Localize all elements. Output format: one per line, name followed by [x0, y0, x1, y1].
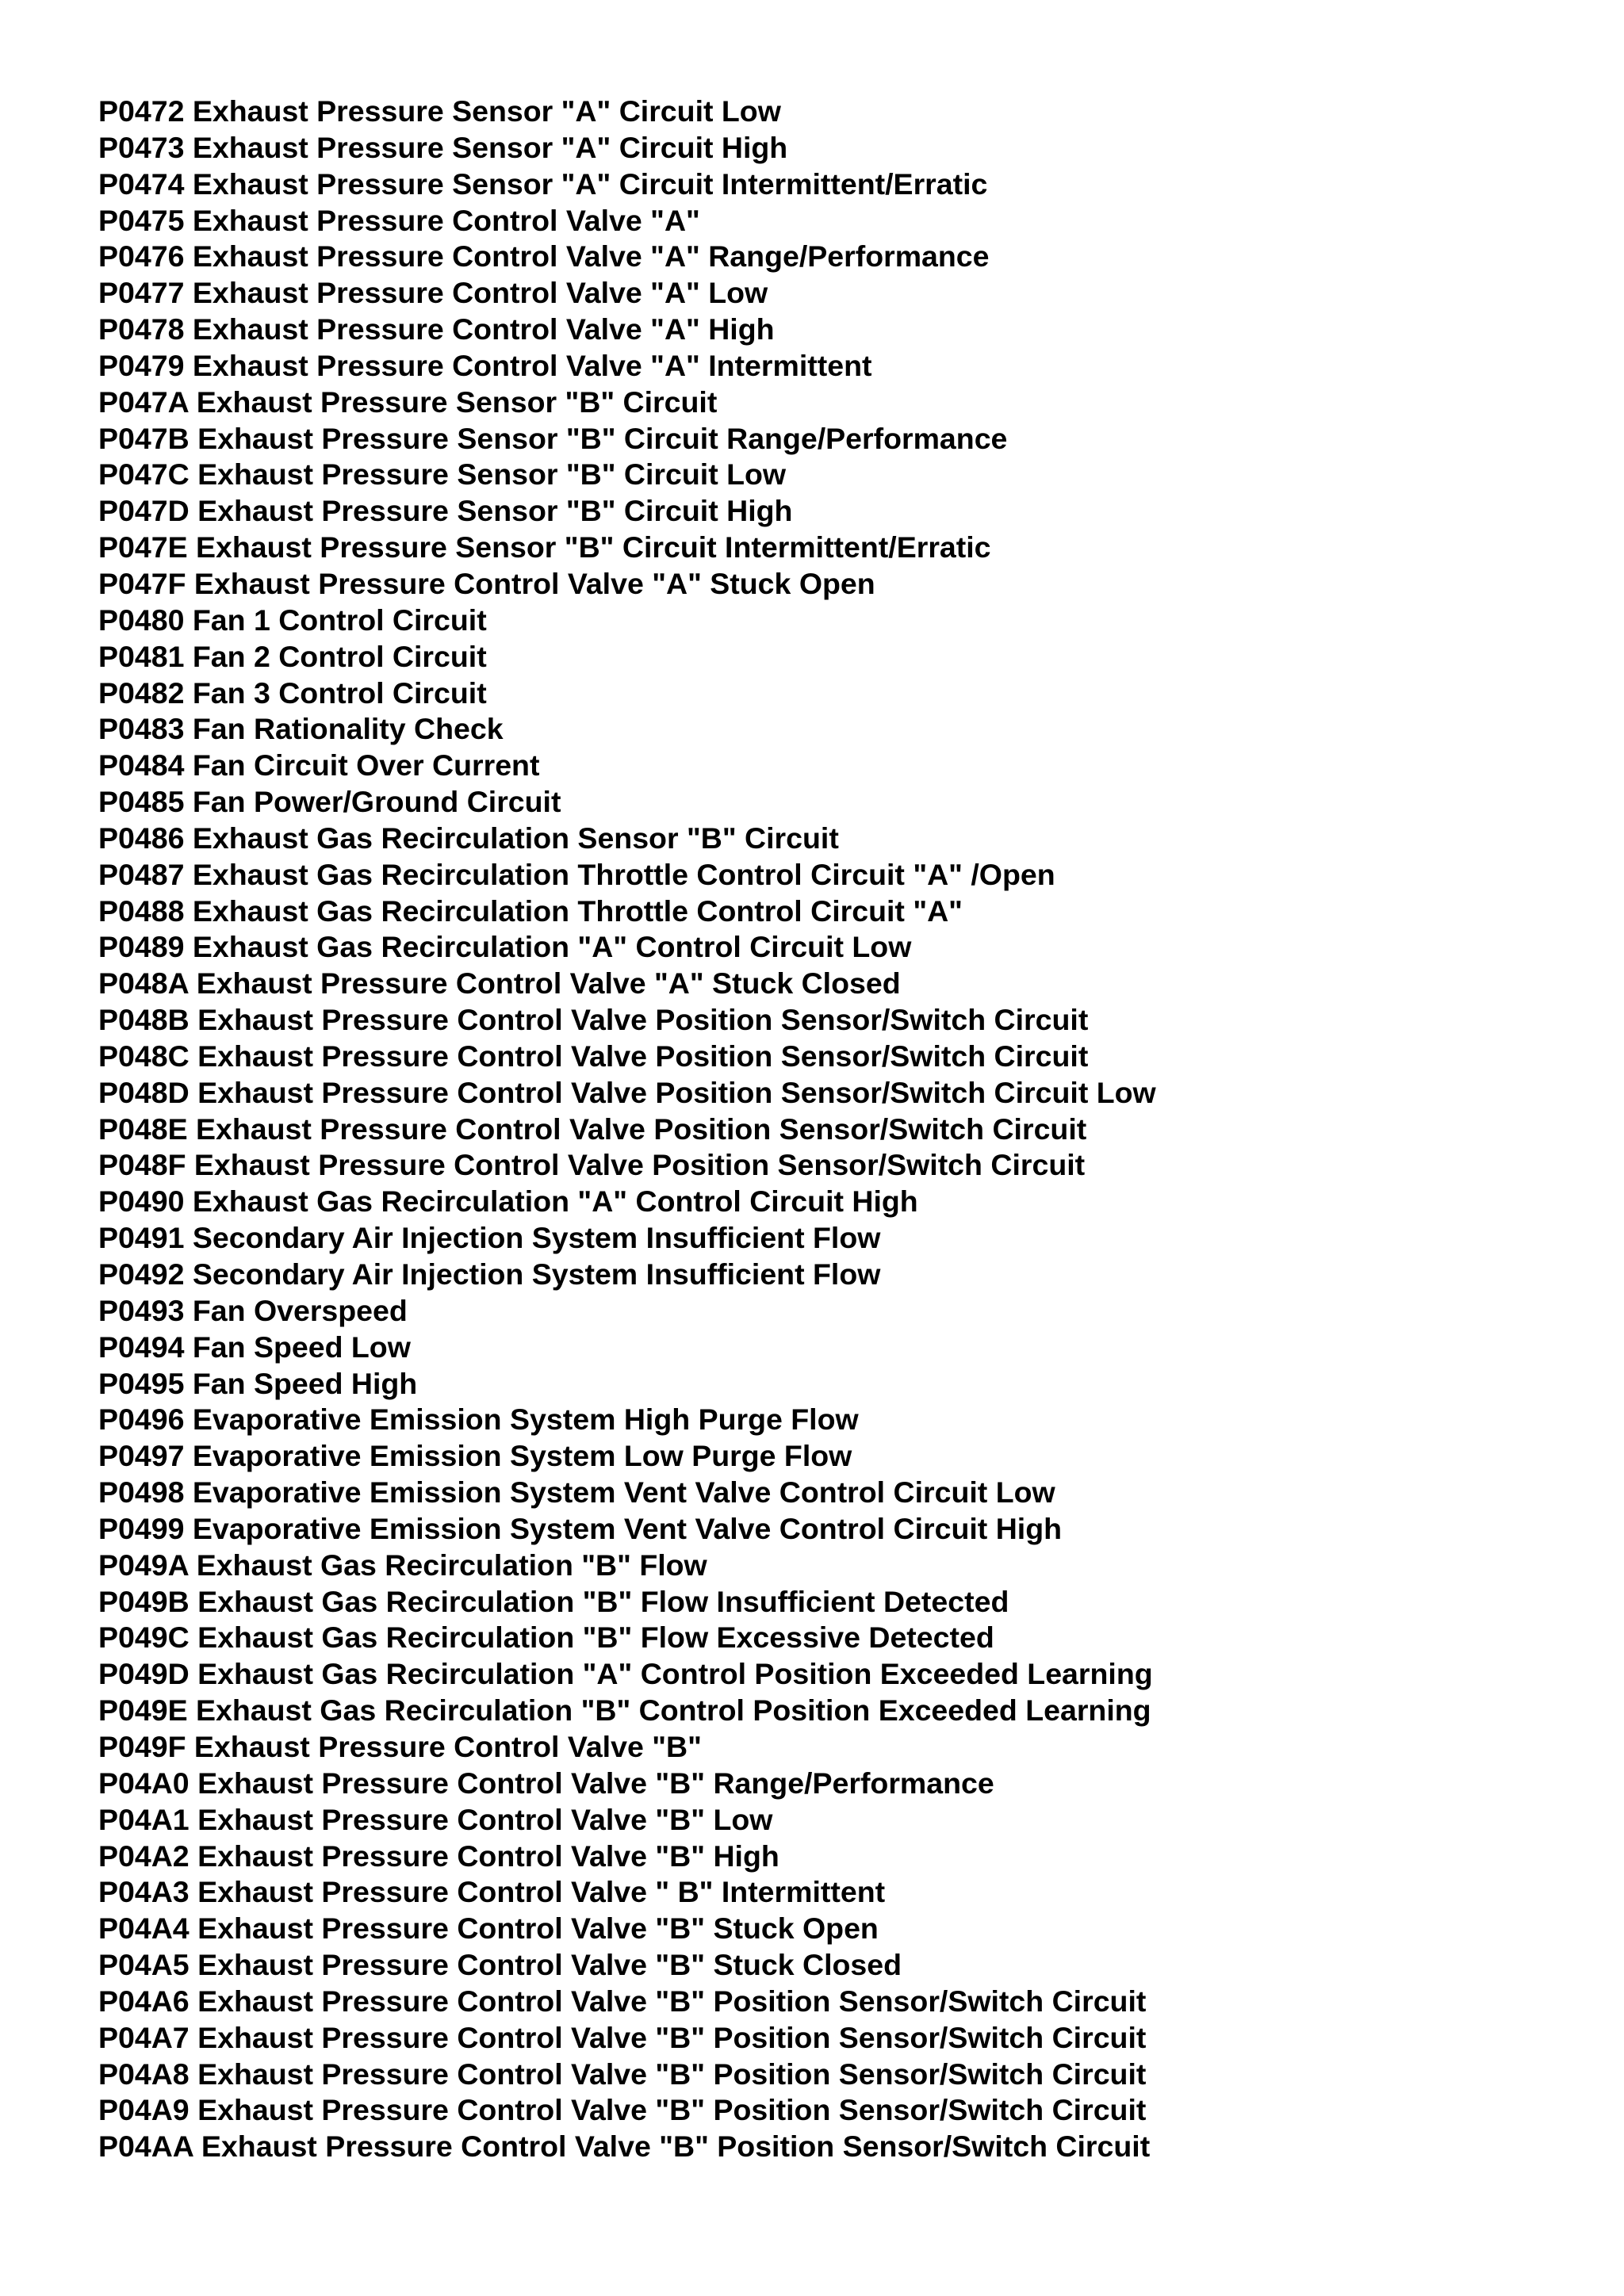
code-line: P048D Exhaust Pressure Control Valve Position Sensor/Switch Circuit Low	[98, 1075, 1156, 1109]
code-line: P0495 Fan Speed High	[98, 1366, 418, 1400]
code-line: P0492 Secondary Air Injection System Insufficient Flow	[98, 1257, 881, 1291]
code-line: P0478 Exhaust Pressure Control Valve "A" High	[98, 312, 775, 346]
code-line: P04A7 Exhaust Pressure Control Valve "B" Position Sensor/Switch Circuit	[98, 2020, 1147, 2054]
code-line: P0472 Exhaust Pressure Sensor "A" Circuit Low	[98, 94, 781, 128]
code-line: P0479 Exhaust Pressure Control Valve "A" Intermittent	[98, 348, 872, 382]
code-line: P048C Exhaust Pressure Control Valve Position Sensor/Switch Circuit	[98, 1039, 1089, 1073]
code-line: P04A8 Exhaust Pressure Control Valve "B" Position Sensor/Switch Circuit	[98, 2057, 1147, 2091]
code-line: P0493 Fan Overspeed	[98, 1293, 408, 1327]
code-line: P04A4 Exhaust Pressure Control Valve "B" Stuck Open	[98, 1911, 879, 1946]
code-line: P04A1 Exhaust Pressure Control Valve "B" Low	[98, 1802, 773, 1836]
code-line: P049E Exhaust Gas Recirculation "B" Control Position Exceeded Learning	[98, 1693, 1151, 1728]
code-line: P0487 Exhaust Gas Recirculation Throttle Control Circuit "A" /Open	[98, 857, 1055, 891]
code-line: P048F Exhaust Pressure Control Valve Position Sensor/Switch Circuit	[98, 1148, 1086, 1182]
code-line: P049F Exhaust Pressure Control Valve "B"	[98, 1729, 702, 1763]
code-line: P0488 Exhaust Gas Recirculation Throttle Control Circuit "A"	[98, 894, 963, 928]
code-line: P049A Exhaust Gas Recirculation "B" Flow	[98, 1548, 707, 1582]
code-line: P0475 Exhaust Pressure Control Valve "A"	[98, 203, 700, 237]
code-line: P04A6 Exhaust Pressure Control Valve "B" Position Sensor/Switch Circuit	[98, 1984, 1147, 2018]
code-line: P048B Exhaust Pressure Control Valve Position Sensor/Switch Circuit	[98, 1003, 1089, 1037]
code-line: P048A Exhaust Pressure Control Valve "A" Stuck Closed	[98, 966, 901, 1001]
code-line: P047C Exhaust Pressure Sensor "B" Circuit Low	[98, 457, 787, 492]
code-line: P0491 Secondary Air Injection System Insufficient Flow	[98, 1221, 881, 1255]
code-line: P047F Exhaust Pressure Control Valve "A" Stuck Open	[98, 566, 875, 600]
code-line: P04A3 Exhaust Pressure Control Valve " B" Intermittent	[98, 1875, 886, 1909]
code-line: P04A0 Exhaust Pressure Control Valve "B" Range/Performance	[98, 1766, 994, 1800]
code-line: P047D Exhaust Pressure Sensor "B" Circuit High	[98, 494, 793, 528]
code-line: P0480 Fan 1 Control Circuit	[98, 603, 487, 637]
code-line: P0486 Exhaust Gas Recirculation Sensor "B" Circuit	[98, 821, 839, 855]
code-line: P0485 Fan Power/Ground Circuit	[98, 785, 561, 819]
code-list	[98, 94, 1156, 2165]
code-line: P04A2 Exhaust Pressure Control Valve "B" High	[98, 1839, 779, 1873]
code-line: P049D Exhaust Gas Recirculation "A" Control Position Exceeded Learning	[98, 1657, 1153, 1691]
code-line: P047E Exhaust Pressure Sensor "B" Circuit Intermittent/Erratic	[98, 530, 991, 564]
code-line: P047B Exhaust Pressure Sensor "B" Circuit Range/Performance	[98, 421, 1008, 455]
code-line: P0482 Fan 3 Control Circuit	[98, 675, 487, 710]
code-line: P0489 Exhaust Gas Recirculation "A" Control Circuit Low	[98, 930, 912, 964]
code-line: P047A Exhaust Pressure Sensor "B" Circuit	[98, 385, 718, 419]
code-line: P0497 Evaporative Emission System Low Purge Flow	[98, 1439, 852, 1473]
code-line: P0494 Fan Speed Low	[98, 1330, 411, 1364]
code-line: P0477 Exhaust Pressure Control Valve "A" Low	[98, 276, 768, 310]
code-line: P0474 Exhaust Pressure Sensor "A" Circuit Intermittent/Erratic	[98, 166, 988, 201]
code-line: P0496 Evaporative Emission System High Purge Flow	[98, 1402, 859, 1437]
code-line: P0473 Exhaust Pressure Sensor "A" Circuit High	[98, 130, 788, 164]
code-line: P0483 Fan Rationality Check	[98, 712, 504, 746]
code-line: P049C Exhaust Gas Recirculation "B" Flow Excessive Detected	[98, 1621, 994, 1655]
code-line: P048E Exhaust Pressure Control Valve Position Sensor/Switch Circuit	[98, 1112, 1087, 1146]
code-line: P0490 Exhaust Gas Recirculation "A" Control Circuit High	[98, 1184, 918, 1219]
code-line: P0498 Evaporative Emission System Vent Valve Control Circuit Low	[98, 1475, 1055, 1510]
code-line: P049B Exhaust Gas Recirculation "B" Flow Insufficient Detected	[98, 1584, 1009, 1618]
code-line: P04A5 Exhaust Pressure Control Valve "B" Stuck Closed	[98, 1948, 902, 1982]
code-line: P0481 Fan 2 Control Circuit	[98, 639, 487, 673]
code-line: P0484 Fan Circuit Over Current	[98, 748, 540, 783]
code-line: P0499 Evaporative Emission System Vent Valve Control Circuit High	[98, 1511, 1063, 1545]
code-line: P04AA Exhaust Pressure Control Valve "B" Position Sensor/Switch Circuit	[98, 2130, 1151, 2164]
code-line: P0476 Exhaust Pressure Control Valve "A" Range/Performance	[98, 239, 990, 274]
code-line: P04A9 Exhaust Pressure Control Valve "B" Position Sensor/Switch Circuit	[98, 2093, 1147, 2127]
